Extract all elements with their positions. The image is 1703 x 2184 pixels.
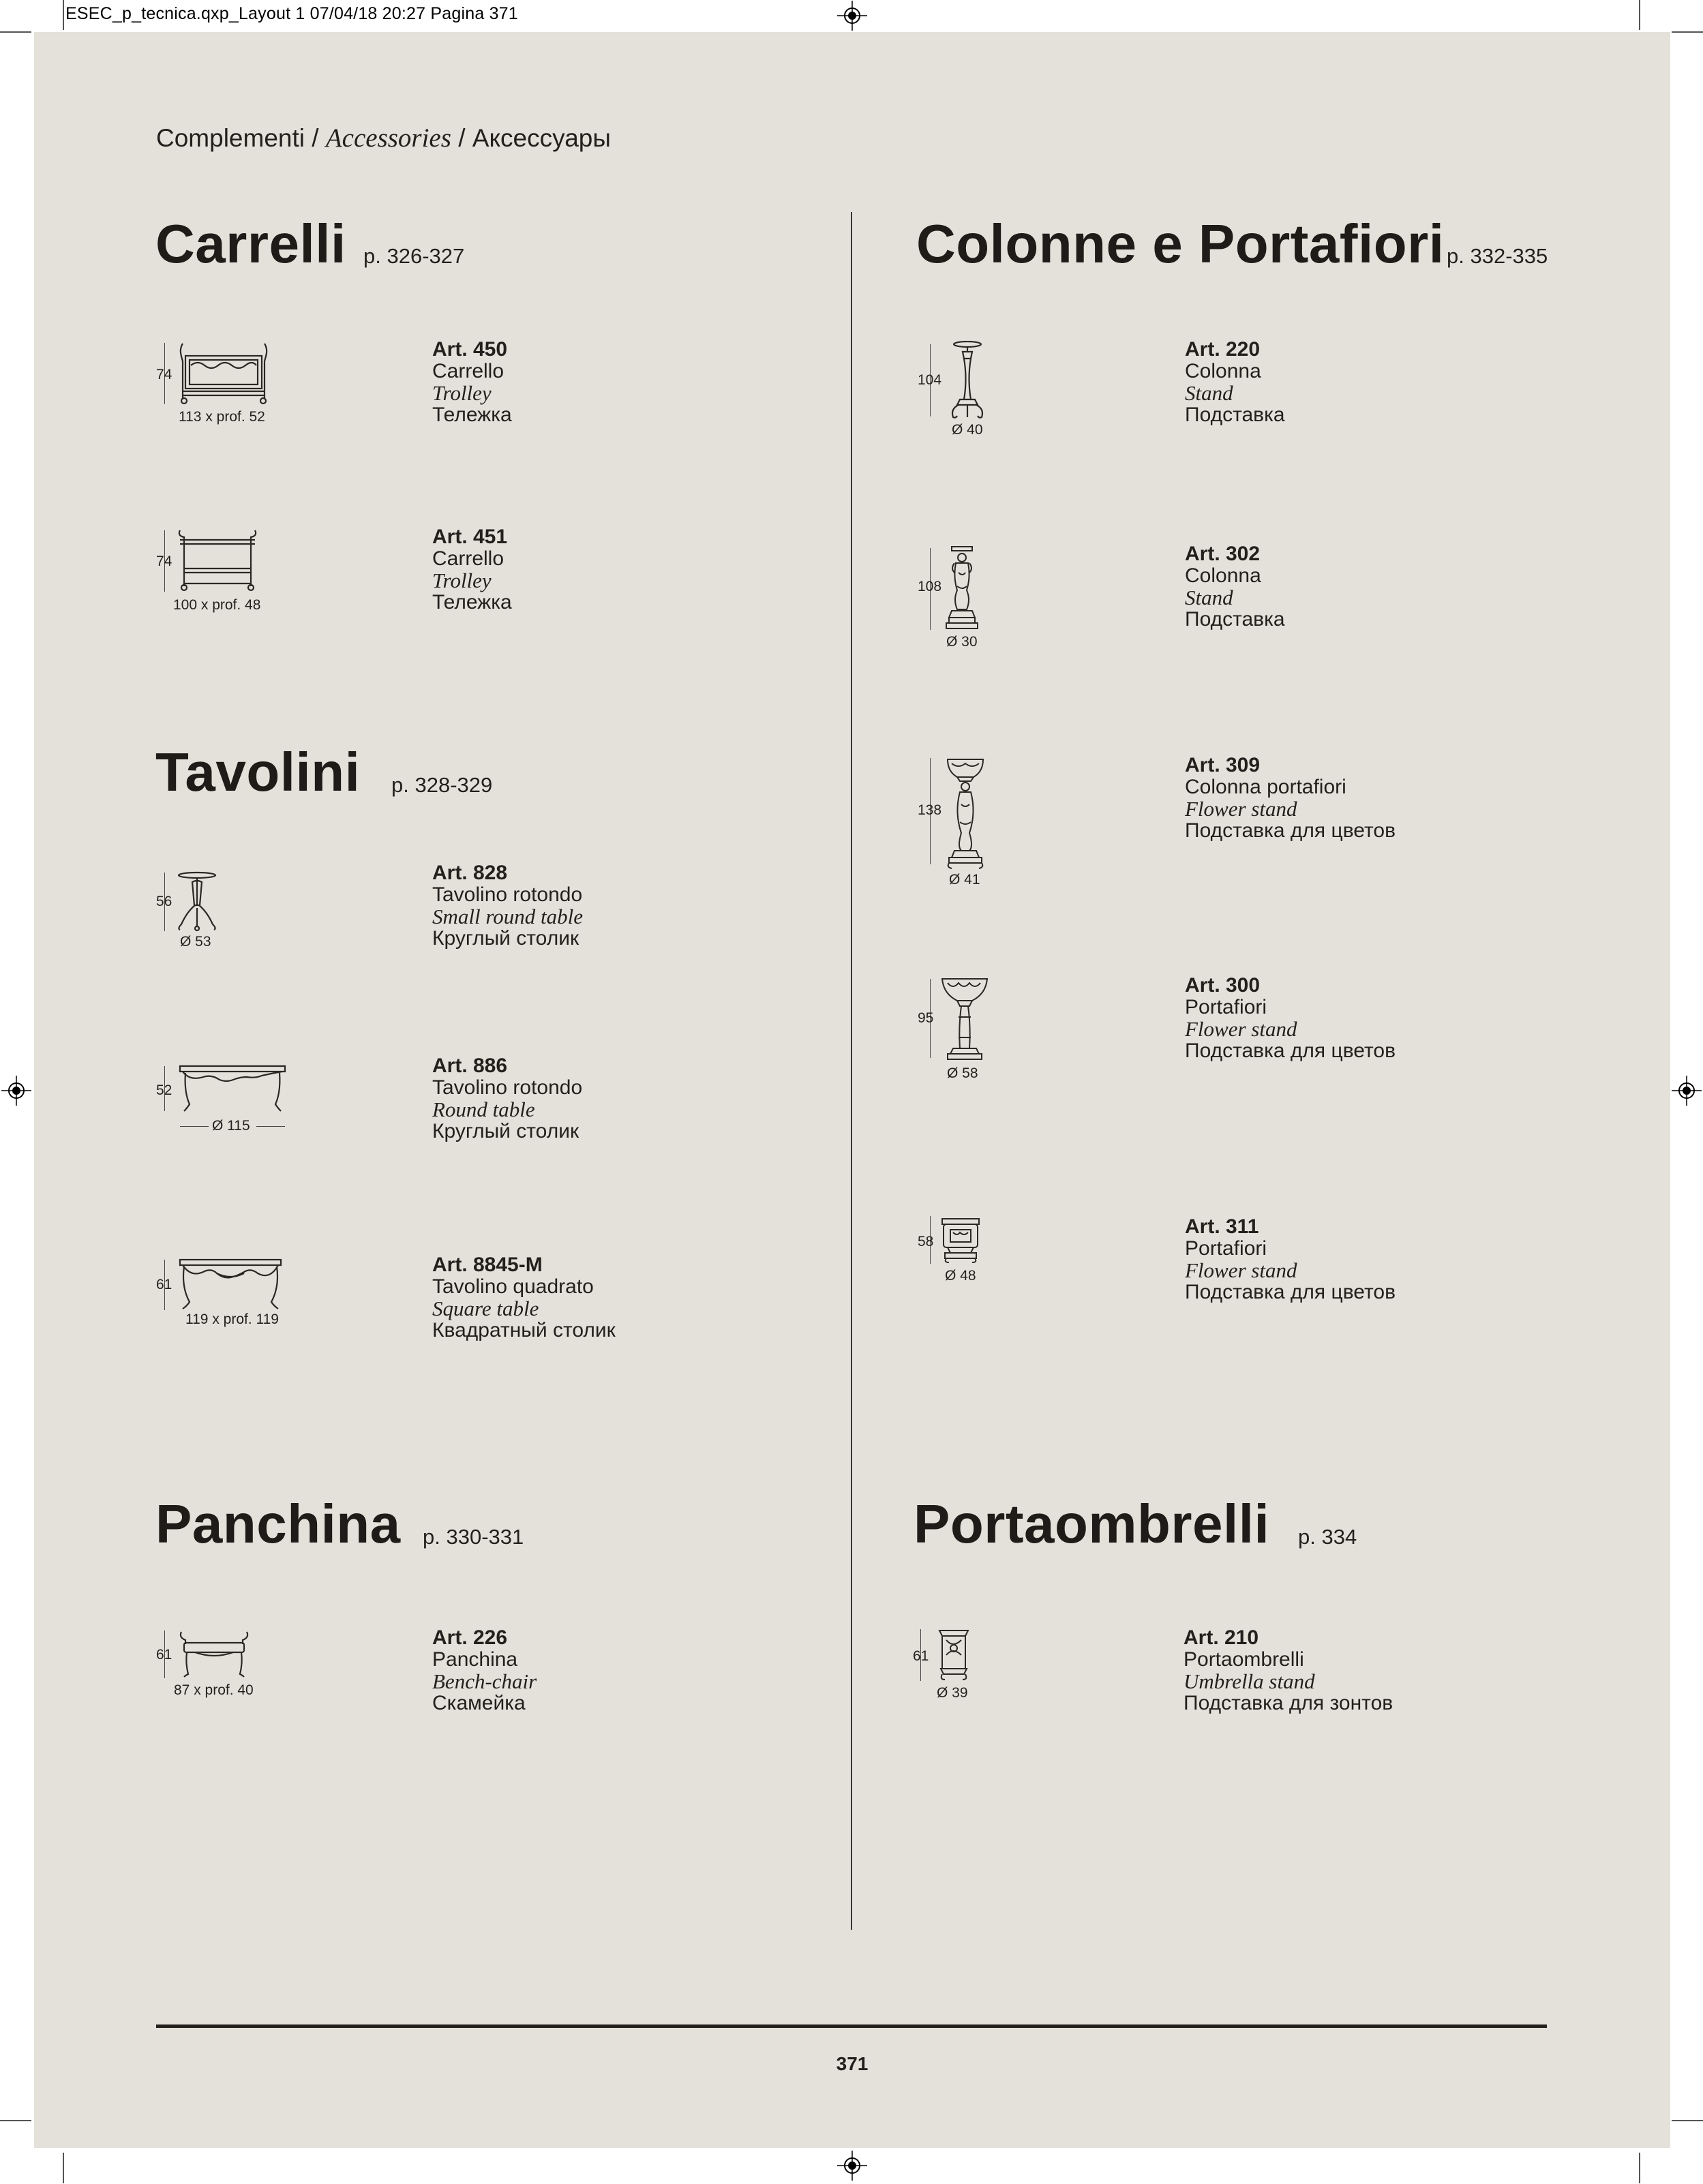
registration-mark-icon: [1, 1076, 31, 1106]
height-dimension: 74: [156, 367, 172, 382]
section-pages-colonne: p. 332-335: [1447, 244, 1548, 268]
section-title-panchina: Panchina: [155, 1493, 401, 1554]
name-italian: Portafiori: [1185, 996, 1267, 1018]
list-item: [1185, 339, 1285, 426]
name-italian: Carrello: [432, 360, 504, 382]
name-english: Stand: [1185, 381, 1233, 405]
crop-mark: [1672, 2120, 1703, 2121]
size-dimension: Ø 58: [947, 1065, 978, 1081]
list-item: [432, 526, 512, 613]
article-number: Art. 226: [432, 1626, 508, 1649]
footer-rule: [156, 2024, 1547, 2028]
name-english: Bench-chair: [432, 1669, 537, 1693]
height-dimension: 138: [918, 802, 942, 818]
name-italian: Tavolino rotondo: [432, 883, 583, 906]
name-english: Flower stand: [1185, 797, 1297, 821]
square-table-icon: [179, 1258, 282, 1311]
height-dimension: 58: [918, 1234, 934, 1249]
page-number: 371: [836, 2053, 869, 2074]
article-number: Art. 451: [432, 526, 508, 548]
article-number: Art. 450: [432, 338, 508, 361]
size-dimension: Ø 40: [952, 422, 983, 438]
name-italian: Panchina: [432, 1648, 518, 1671]
size-dimension: 119 x prof. 119: [185, 1311, 279, 1327]
height-dimension: 61: [156, 1647, 172, 1663]
article-number: Art. 300: [1185, 974, 1261, 997]
list-item: [432, 1055, 582, 1142]
name-italian: Tavolino quadrato: [432, 1275, 594, 1298]
name-russian: Круглый столик: [432, 927, 579, 950]
article-number: Art. 302: [1185, 543, 1261, 565]
section-pages-tavolini: p. 328-329: [391, 773, 493, 797]
list-item: [1184, 1627, 1393, 1714]
breadcrumb-english: Accessories: [325, 123, 451, 153]
crop-mark: [0, 31, 31, 33]
section-title-portaombrelli: Portaombrelli: [914, 1493, 1270, 1554]
name-russian: Подставка для цветов: [1185, 1281, 1396, 1303]
name-english: Umbrella stand: [1184, 1669, 1315, 1693]
crop-mark: [63, 2153, 64, 2183]
bench-icon: [179, 1629, 250, 1678]
list-item: [1185, 1216, 1396, 1303]
section-title-carrelli: Carrelli: [155, 213, 346, 274]
crop-mark: [1639, 0, 1640, 30]
slug-line: ESEC_p_tecnica.qxp_Layout 1 07/04/18 20:27 Pagina 371: [65, 4, 518, 23]
name-russian: Тележка: [432, 591, 512, 613]
article-number: Art. 210: [1184, 1626, 1259, 1649]
breadcrumb: [156, 123, 611, 153]
size-dimension: Ø 39: [937, 1685, 968, 1701]
list-item: [1185, 543, 1285, 631]
size-dimension: Ø 115: [212, 1118, 250, 1134]
breadcrumb-italian: Complementi /: [156, 124, 319, 152]
crop-mark: [0, 2120, 31, 2121]
flower-stand-icon: [941, 976, 989, 1062]
article-number: Art. 309: [1185, 754, 1261, 776]
name-italian: Portaombrelli: [1184, 1648, 1304, 1671]
registration-mark-icon: [1672, 1076, 1702, 1106]
article-number: Art. 886: [432, 1055, 508, 1077]
height-dimension: 56: [156, 894, 172, 909]
height-dimension: 95: [918, 1010, 934, 1026]
name-italian: Portafiori: [1185, 1237, 1267, 1260]
name-english: Small round table: [432, 905, 584, 928]
section-pages-carrelli: p. 326-327: [363, 244, 465, 268]
name-russian: Подставка: [1185, 404, 1285, 426]
size-dimension: 100 x prof. 48: [173, 597, 261, 613]
crop-mark: [63, 0, 64, 30]
size-dimension: 87 x prof. 40: [174, 1682, 254, 1698]
small-round-table-icon: [177, 871, 217, 931]
registration-mark-icon: [837, 1, 867, 31]
size-dimension: Ø 48: [945, 1268, 976, 1284]
section-title-tavolini: Tavolini: [155, 742, 361, 802]
height-dimension: 108: [918, 579, 942, 594]
list-item: [1185, 975, 1396, 1062]
article-number: Art. 8845-M: [432, 1254, 543, 1276]
name-english: Flower stand: [1185, 1017, 1297, 1041]
name-russian: Подставка для цветов: [1185, 1040, 1396, 1062]
name-russian: Скамейка: [432, 1692, 526, 1714]
list-item: [432, 1254, 616, 1341]
section-pages-panchina: p. 330-331: [423, 1525, 524, 1549]
article-number: Art. 311: [1185, 1215, 1259, 1238]
list-item: [432, 862, 583, 950]
section-title-colonne: Colonne e Portafiori: [916, 213, 1445, 274]
name-russian: Подставка для цветов: [1185, 819, 1396, 842]
height-dimension: 61: [913, 1648, 929, 1664]
height-dimension: 61: [156, 1277, 172, 1292]
size-dimension: Ø 53: [180, 934, 211, 950]
article-number: Art. 828: [432, 862, 508, 884]
trolley-icon: [176, 528, 259, 592]
list-item: [432, 339, 512, 426]
planter-icon: [941, 1217, 980, 1264]
registration-mark-icon: [837, 2151, 867, 2181]
height-dimension: 104: [918, 372, 942, 388]
height-dimension: 74: [156, 553, 172, 569]
column-divider: [851, 212, 852, 1930]
width-dimension-line: [180, 1126, 209, 1127]
column-stand-icon: [950, 341, 984, 420]
height-dimension: 52: [156, 1082, 172, 1098]
name-russian: Подставка для зонтов: [1184, 1692, 1393, 1714]
name-italian: Colonna portafiori: [1185, 776, 1346, 798]
name-english: Square table: [432, 1296, 539, 1320]
size-dimension: 113 x prof. 52: [179, 409, 265, 425]
name-english: Trolley: [432, 381, 492, 405]
trolley-icon: [177, 341, 270, 405]
statue-flower-stand-icon: [945, 757, 986, 870]
list-item: [432, 1627, 537, 1714]
name-russian: Квадратный столик: [432, 1319, 616, 1341]
breadcrumb-russian: / Аксессуары: [458, 124, 611, 152]
width-dimension-line: [256, 1126, 285, 1127]
statue-column-icon: [945, 545, 979, 630]
name-english: Trolley: [432, 568, 492, 592]
name-italian: Colonna: [1185, 360, 1261, 382]
name-italian: Carrello: [432, 547, 504, 570]
crop-mark: [1672, 31, 1703, 33]
name-english: Round table: [432, 1097, 535, 1121]
crop-mark: [1639, 2153, 1640, 2183]
name-russian: Подставка: [1185, 608, 1285, 631]
name-english: Flower stand: [1185, 1258, 1297, 1282]
size-dimension: Ø 30: [946, 634, 978, 650]
name-italian: Tavolino rotondo: [432, 1076, 583, 1099]
name-italian: Colonna: [1185, 564, 1261, 587]
name-english: Stand: [1185, 586, 1233, 609]
size-dimension: Ø 41: [949, 872, 980, 888]
umbrella-stand-icon: [938, 1628, 969, 1681]
list-item: [1185, 755, 1396, 842]
name-russian: Тележка: [432, 404, 512, 426]
round-table-icon: [179, 1065, 286, 1114]
name-russian: Круглый столик: [432, 1120, 579, 1142]
article-number: Art. 220: [1185, 338, 1261, 361]
section-pages-portaombrelli: p. 334: [1298, 1525, 1357, 1549]
